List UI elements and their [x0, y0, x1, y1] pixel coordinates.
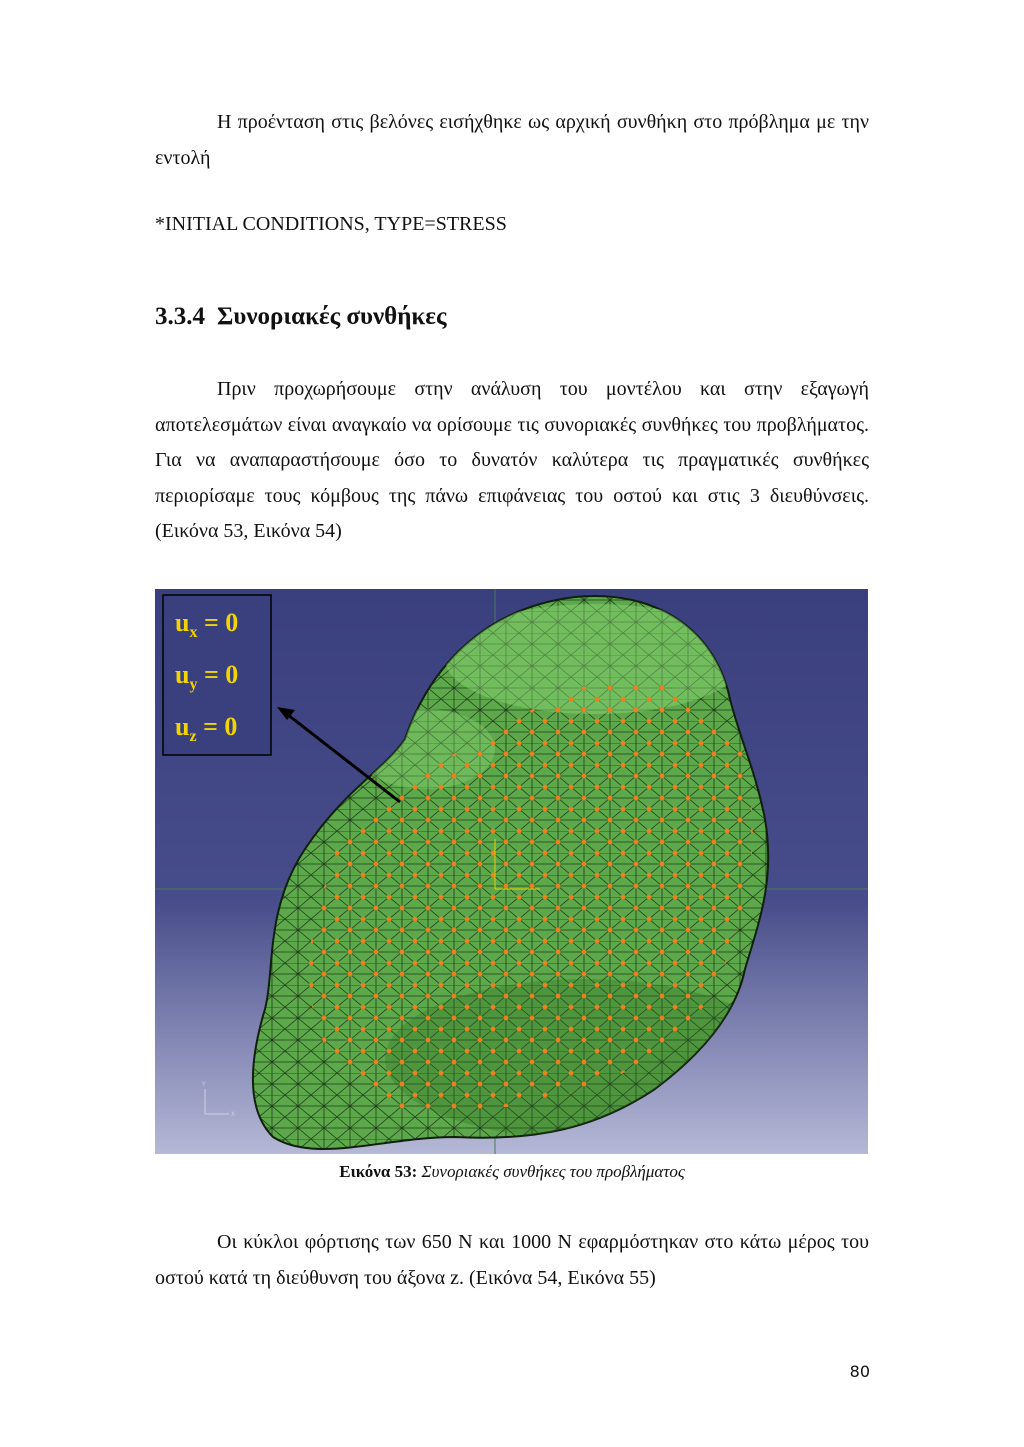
page-number: 80 [849, 1362, 870, 1381]
figure-boundary-conditions [155, 589, 868, 1154]
section-title: Συνοριακές συνθήκες [217, 303, 447, 330]
section-number: 3.3.4 [155, 303, 205, 330]
paragraph-load-cycles: Οι κύκλοι φόρτισης των 650 N και 1000 N εφαρμόστηκαν στο κάτω μέρος του οστού κατά τη διεύθυνση του άξονα z. (Εικόνα 54, Εικόνα 55) [155, 1231, 869, 1289]
legend-box [163, 595, 271, 755]
code-initial-conditions: *INITIAL CONDITIONS, TYPE=STRESS [155, 213, 507, 235]
legend-ux: $u_x = 0$ [175, 608, 239, 641]
fea-mesh-render [155, 589, 868, 1154]
figure-caption [155, 1162, 869, 1182]
caption-label: Εικόνα 53: [339, 1162, 418, 1181]
legend-uz: $u_z = 0$ [175, 712, 238, 745]
triad-y-label: Y [202, 1081, 206, 1088]
section-heading [155, 303, 447, 331]
paragraph-boundary-conditions: Πριν προχωρήσουμε στην ανάλυση του μοντέλου και στην εξαγωγή αποτελεσμάτων είναι αναγκαίο να ορίσουμε τις συνοριακές συνθήκες του προβλήματος. Για να αναπαραστήσουμε όσο το δυνατόν καλύτερα τις πραγματικές συνθήκες περιορίσαμε τους κόμβους της πάνω επιφάνειας του οστού και στις 3 διευθύνσεις. (Εικόνα 53, Εικόνα 54) [155, 378, 869, 542]
paragraph-prestress: Η προένταση στις βελόνες εισήχθηκε ως αρχική συνθήκη στο πρόβλημα με την εντολή [155, 111, 869, 169]
legend-uy: $u_y = 0$ [175, 660, 239, 693]
caption-text: Συνοριακές συνθήκες του προβλήματος [421, 1162, 685, 1181]
triad-x-label: X [231, 1111, 236, 1118]
